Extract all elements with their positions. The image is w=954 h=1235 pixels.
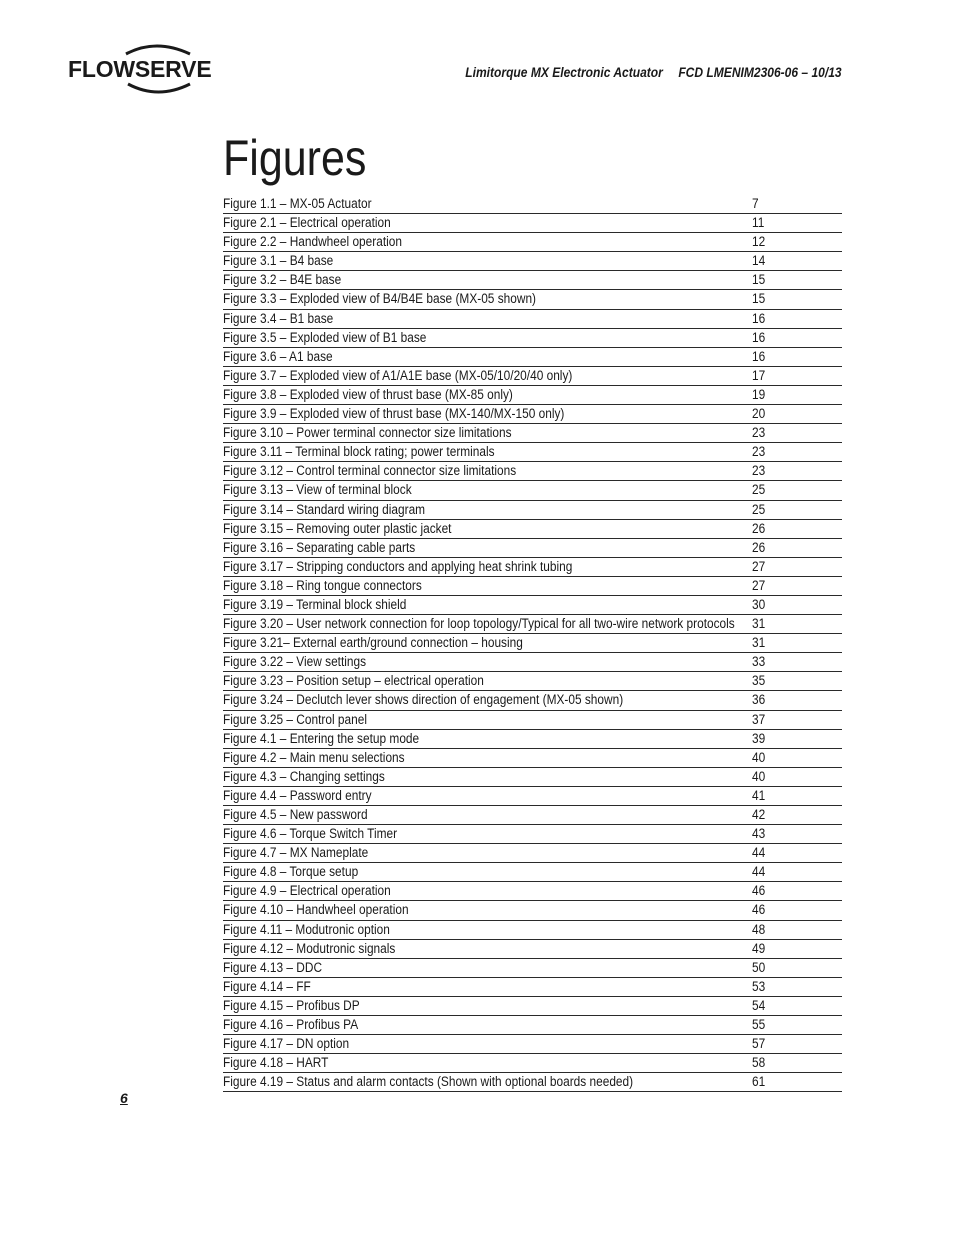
figure-page-number: 36 [752, 692, 766, 708]
figure-entry[interactable] [223, 615, 842, 634]
figure-entry[interactable] [223, 844, 842, 863]
figure-page-number: 19 [752, 386, 766, 402]
figure-page-number: 41 [752, 787, 766, 803]
figure-page-number: 54 [752, 997, 766, 1013]
header-product: Limitorque MX Electronic Actuator [465, 64, 664, 80]
figure-entry[interactable] [223, 940, 842, 959]
figure-title: Figure 4.6 – Torque Switch Timer [223, 826, 398, 842]
figure-page-number: 39 [752, 730, 766, 746]
figure-page-number: 25 [752, 501, 766, 517]
figure-title: Figure 4.2 – Main menu selections [223, 749, 405, 765]
figure-title: Figure 4.17 – DN option [223, 1036, 350, 1052]
figure-title: Figure 4.12 – Modutronic signals [223, 940, 396, 956]
figure-page-number: 33 [752, 654, 766, 670]
figure-title: Figure 3.12 – Control terminal connector size limitations [223, 463, 517, 479]
figure-entry[interactable] [223, 711, 842, 730]
figure-entry[interactable] [223, 863, 842, 882]
figure-page-number: 11 [752, 215, 765, 231]
figure-page-number: 26 [752, 539, 766, 555]
figure-entry[interactable] [223, 462, 842, 481]
figure-title: Figure 4.5 – New password [223, 807, 368, 822]
figure-title: Figure 4.10 – Handwheel operation [223, 902, 409, 918]
figure-page-number: 27 [752, 558, 766, 574]
figure-page-number: 25 [752, 482, 766, 498]
figure-title: Figure 3.21– External earth/ground connection – housing [223, 635, 523, 651]
figure-entry[interactable] [223, 1054, 842, 1073]
figure-title: Figure 3.10 – Power terminal connector size limitations [223, 425, 512, 441]
figure-title: Figure 4.11 – Modutronic option [223, 921, 390, 937]
figure-entry[interactable] [223, 310, 842, 329]
figure-page-number: 15 [752, 272, 766, 288]
figure-title: Figure 4.4 – Password entry [223, 787, 372, 803]
figure-page-number: 26 [752, 520, 766, 536]
figure-entry[interactable] [223, 329, 842, 348]
figure-title: Figure 3.6 – A1 base [223, 348, 333, 364]
figure-title: Figure 4.7 – MX Nameplate [223, 845, 369, 861]
figure-page-number: 40 [752, 749, 766, 765]
flowserve-logo [68, 42, 210, 96]
figure-entry[interactable] [223, 520, 842, 539]
page-title: Figures [223, 130, 367, 186]
figure-title: Figure 4.9 – Electrical operation [223, 883, 391, 899]
figure-page-number: 23 [752, 444, 766, 460]
figure-title: Figure 3.16 – Separating cable parts [223, 539, 416, 555]
figure-page-number: 46 [752, 883, 766, 899]
figure-page-number: 57 [752, 1036, 766, 1052]
figure-title: Figure 3.13 – View of terminal block [223, 482, 412, 498]
running-header [466, 64, 842, 80]
figure-entry[interactable] [223, 195, 842, 214]
figure-title: Figure 3.1 – B4 base [223, 253, 334, 269]
figure-title: Figure 4.16 – Profibus PA [223, 1017, 359, 1033]
figure-entry[interactable] [223, 768, 842, 787]
figure-title: Figure 3.7 – Exploded view of A1/A1E base (MX-05/10/20/40 only) [223, 367, 573, 383]
figure-page-number: 61 [752, 1074, 766, 1090]
figure-title: Figure 4.3 – Changing settings [223, 768, 385, 784]
figure-title: Figure 3.11 – Terminal block rating; power terminals [223, 444, 495, 460]
figure-page-number: 43 [752, 826, 766, 842]
figure-entry[interactable] [223, 901, 842, 920]
figure-entry[interactable] [223, 386, 842, 405]
figure-title: Figure 3.14 – Standard wiring diagram [223, 501, 426, 517]
figure-title: Figure 1.1 – MX-05 Actuator [223, 196, 372, 211]
figure-entry[interactable] [223, 1016, 842, 1035]
figure-title: Figure 2.2 – Handwheel operation [223, 234, 402, 250]
figure-page-number: 40 [752, 768, 766, 784]
figure-title: Figure 4.13 – DDC [223, 959, 323, 975]
figure-title: Figure 3.20 – User network connection for loop topology/Typical for all two-wire network protocols [223, 616, 735, 632]
figure-page-number: 46 [752, 902, 766, 918]
figure-entry[interactable] [223, 882, 842, 901]
figure-entry[interactable] [223, 271, 842, 290]
header-doc-code: FCD LMENIM2306-06 – 10/13 [678, 64, 842, 80]
figure-page-number: 31 [752, 635, 766, 651]
figure-title: Figure 3.25 – Control panel [223, 711, 367, 727]
figure-page-number: 16 [752, 310, 766, 326]
figure-title: Figure 3.15 – Removing outer plastic jacket [223, 520, 452, 536]
figure-page-number: 17 [752, 367, 766, 383]
figure-entry[interactable] [223, 481, 842, 500]
figure-page-number: 31 [752, 616, 766, 632]
figure-title: Figure 3.17 – Stripping conductors and applying heat shrink tubing [223, 558, 573, 574]
figure-page-number: 55 [752, 1017, 766, 1033]
figure-page-number: 44 [752, 864, 766, 880]
figure-title: Figure 3.23 – Position setup – electrical operation [223, 673, 484, 689]
figure-title: Figure 3.8 – Exploded view of thrust base (MX-85 only) [223, 386, 513, 402]
figure-entry[interactable] [223, 233, 842, 252]
figure-entry[interactable] [223, 252, 842, 271]
figure-entry[interactable] [223, 424, 842, 443]
figure-page-number: 12 [752, 234, 766, 250]
figure-page-number: 42 [752, 807, 766, 822]
figure-entry[interactable] [223, 730, 842, 749]
figure-page-number: 58 [752, 1055, 766, 1071]
figure-entry[interactable] [223, 634, 842, 653]
figure-page-number: 23 [752, 425, 766, 441]
figure-entry[interactable] [223, 367, 842, 386]
figure-page-number: 53 [752, 978, 766, 994]
figure-entry[interactable] [223, 825, 842, 844]
figure-title: Figure 4.15 – Profibus DP [223, 997, 360, 1013]
figures-list [223, 195, 842, 1092]
figure-entry[interactable] [223, 558, 842, 577]
figure-title: Figure 3.18 – Ring tongue connectors [223, 577, 422, 593]
figure-entry[interactable] [223, 978, 842, 997]
figure-entry[interactable] [223, 653, 842, 672]
figure-page-number: 16 [752, 348, 766, 364]
figure-entry[interactable] [223, 749, 842, 768]
figure-page-number: 27 [752, 577, 766, 593]
figure-entry[interactable] [223, 997, 842, 1016]
page-number: 6 [120, 1090, 128, 1106]
figure-entry[interactable] [223, 959, 842, 978]
figure-title: Figure 4.1 – Entering the setup mode [223, 730, 420, 746]
figure-title: Figure 3.4 – B1 base [223, 310, 334, 326]
figure-page-number: 35 [752, 673, 766, 689]
figure-entry[interactable] [223, 214, 842, 233]
figure-entry[interactable] [223, 806, 842, 825]
figure-page-number: 14 [752, 253, 766, 269]
figure-entry[interactable] [223, 501, 842, 520]
figure-page-number: 44 [752, 845, 766, 861]
figure-page-number: 20 [752, 406, 766, 422]
figure-entry[interactable] [223, 596, 842, 615]
figure-page-number: 50 [752, 959, 766, 975]
figure-title: Figure 3.5 – Exploded view of B1 base [223, 329, 427, 345]
figure-entry[interactable] [223, 1035, 842, 1054]
figure-page-number: 23 [752, 463, 766, 479]
figure-title: Figure 3.19 – Terminal block shield [223, 596, 407, 612]
figure-title: Figure 3.9 – Exploded view of thrust base (MX-140/MX-150 only) [223, 406, 565, 422]
figure-entry[interactable] [223, 921, 842, 940]
figure-entry[interactable] [223, 405, 842, 424]
figure-page-number: 16 [752, 329, 766, 345]
figure-page-number: 15 [752, 291, 766, 307]
figure-title: Figure 2.1 – Electrical operation [223, 215, 391, 231]
figure-entry[interactable] [223, 539, 842, 558]
figure-title: Figure 3.3 – Exploded view of B4/B4E base (MX-05 shown) [223, 291, 537, 307]
figure-title: Figure 3.2 – B4E base [223, 272, 342, 288]
figure-entry[interactable] [223, 290, 842, 309]
figure-title: Figure 3.22 – View settings [223, 654, 367, 670]
figure-entry[interactable] [223, 443, 842, 462]
figure-entry[interactable] [223, 577, 842, 596]
figure-title: Figure 4.18 – HART [223, 1055, 329, 1071]
figure-title: Figure 3.24 – Declutch lever shows direction of engagement (MX-05 shown) [223, 692, 624, 708]
figure-page-number: 49 [752, 940, 766, 956]
figure-entry[interactable] [223, 691, 842, 710]
logo-wordmark: FLOWSERVE [68, 56, 212, 82]
figure-page-number: 30 [752, 596, 766, 612]
figure-entry[interactable] [223, 672, 842, 691]
figure-entry[interactable] [223, 348, 842, 367]
figure-title: Figure 4.14 – FF [223, 978, 311, 994]
figure-page-number: 7 [752, 196, 759, 211]
figure-entry[interactable] [223, 787, 842, 806]
figure-page-number: 37 [752, 711, 766, 727]
figure-entry[interactable] [223, 1073, 842, 1092]
figure-title: Figure 4.8 – Torque setup [223, 864, 359, 880]
figure-title: Figure 4.19 – Status and alarm contacts (Shown with optional boards needed) [223, 1074, 634, 1090]
figure-page-number: 48 [752, 921, 766, 937]
